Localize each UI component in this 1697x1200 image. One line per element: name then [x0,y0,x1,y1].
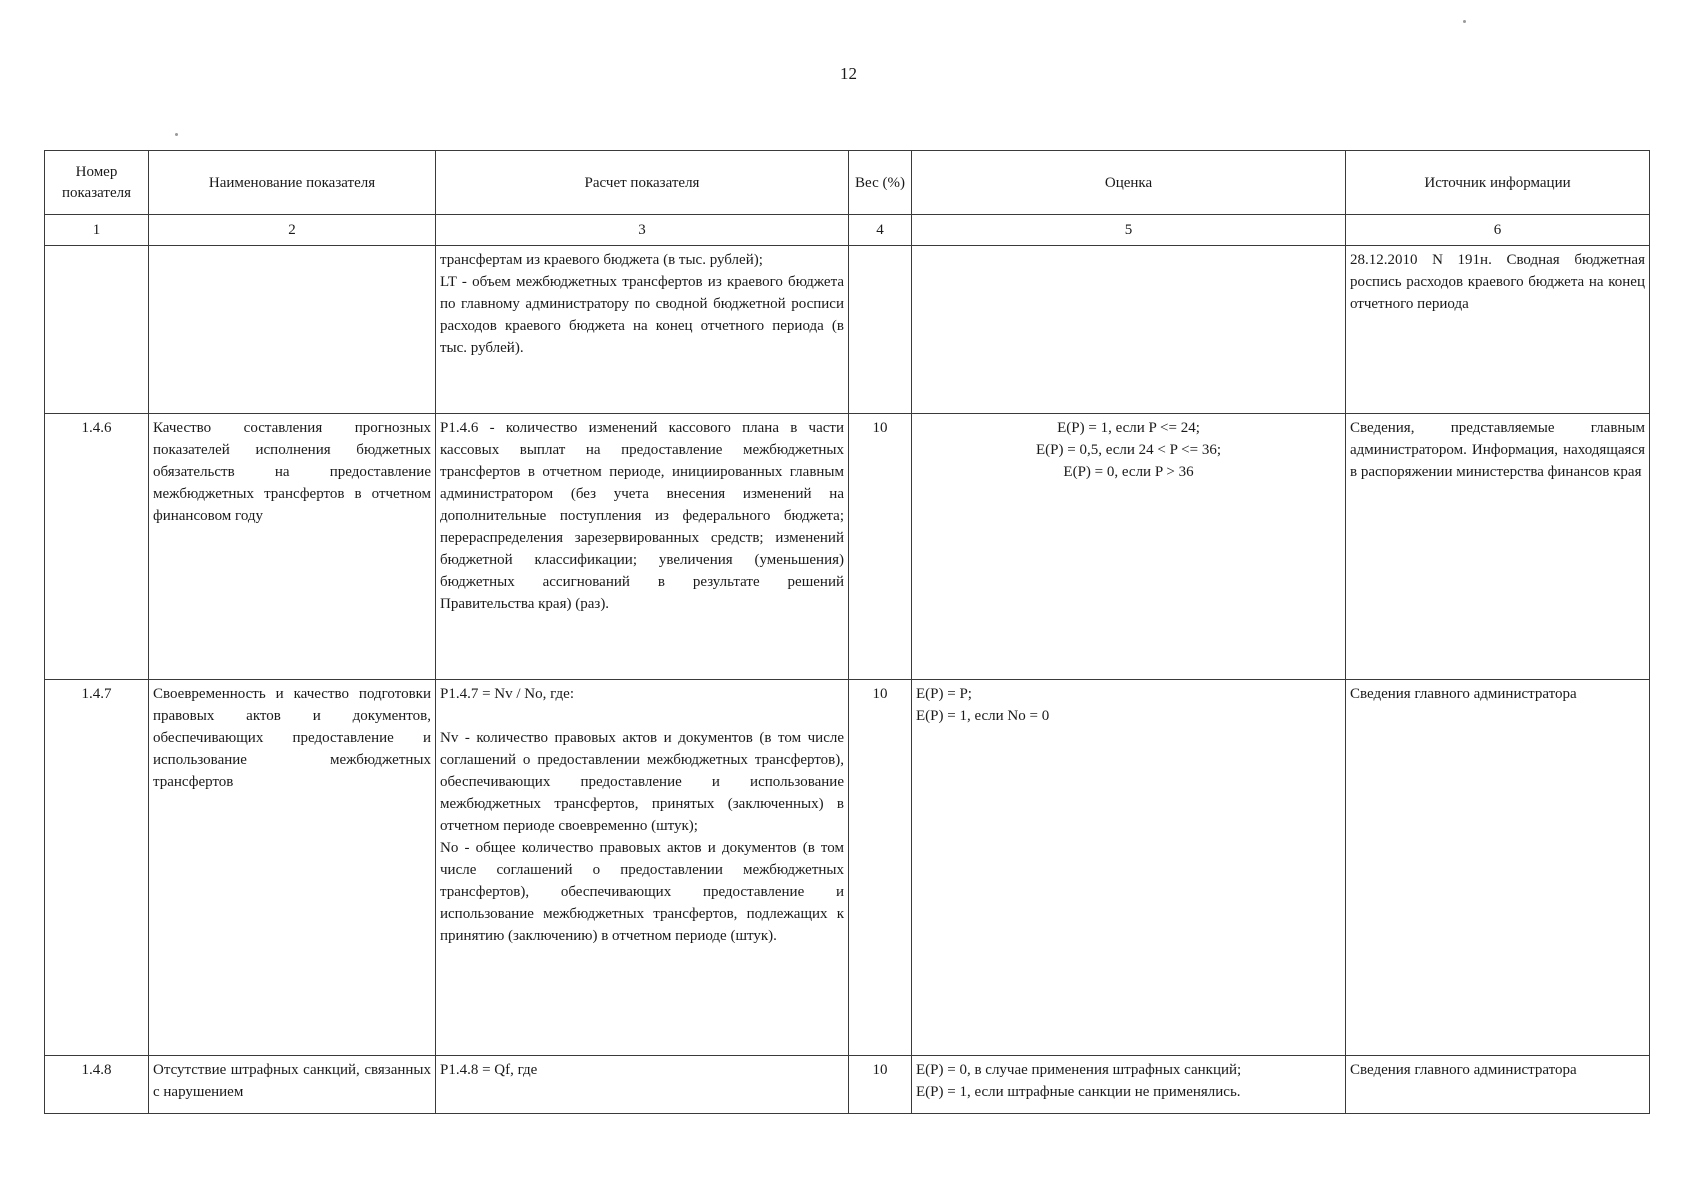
header-calc: Расчет показателя [436,151,849,215]
indicator-name: Отсутствие штрафных санкций, связанных с нарушением [149,1056,436,1114]
indicator-name: Своевременность и качество подготовки правовых актов и документов, обеспечивающих предоставление и использование межбюджетных трансфертов [149,680,436,1056]
indicator-number: 1.4.8 [45,1056,149,1114]
page-number: 12 [840,64,857,83]
column-number-row [45,215,1650,246]
indicator-assessment [912,246,1346,414]
header-number: Номер показателя [45,151,149,215]
header-assessment: Оценка [912,151,1346,215]
indicator-calc [436,414,849,680]
table-row [45,246,1650,414]
table-row [45,1056,1650,1114]
column-number: 3 [436,215,849,246]
indicator-name: Качество составления прогнозных показателей исполнения бюджетных обязательств на предоставление межбюджетных трансфертов в отчетном финансовом году [149,414,436,680]
header-source: Источник информации [1346,151,1650,215]
indicator-weight [849,246,912,414]
column-number: 2 [149,215,436,246]
table-row [45,680,1650,1056]
indicator-weight: 10 [849,1056,912,1114]
indicator-source: 28.12.2010 N 191н. Сводная бюджетная роспись расходов краевого бюджета на конец отчетного периода [1346,246,1650,414]
indicator-source: Сведения, представляемые главным администратором. Информация, находящаяся в распоряжении министерства финансов края [1346,414,1650,680]
column-number: 6 [1346,215,1650,246]
calc-text: Nv - количество правовых актов и документов (в том числе соглашений о предоставлении межбюджетных трансфертов), обеспечивающих предоставление и использование межбюджетных трансфертов, принятых (заключенных) в отчетном периоде своевременно (штук); No - общее количество правовых актов и документов (в том числе соглашений о предоставлении межбюджетных трансфертов), обеспечивающих предоставление и использование межбюджетных трансфертов, подлежащих к принятию (заключению) в отчетном периоде (штук). [440,730,844,944]
table-header-row [45,151,1650,215]
table-row [45,414,1650,680]
scan-speck [175,133,178,136]
indicator-number: 1.4.6 [45,414,149,680]
indicator-source: Сведения главного администратора [1346,680,1650,1056]
indicator-weight: 10 [849,680,912,1056]
indicators-table [44,150,1650,1114]
calc-formula: P1.4.7 = Nv / No, где: [440,686,574,702]
header-weight: Вес (%) [849,151,912,215]
indicator-weight: 10 [849,414,912,680]
indicator-name [149,246,436,414]
column-number: 5 [912,215,1346,246]
indicator-number [45,246,149,414]
indicator-calc [436,680,849,1056]
column-number: 4 [849,215,912,246]
header-name: Наименование показателя [149,151,436,215]
calc-formula: P1.4.8 = Qf, где [440,1062,538,1078]
indicator-calc [436,246,849,414]
indicator-assessment: E(P) = 1, если P <= 24; E(P) = 0,5, если 24 < P <= 36; E(P) = 0, если P > 36 [912,414,1346,680]
indicator-source: Сведения главного администратора [1346,1056,1650,1114]
indicator-assessment: E(P) = 0, в случае применения штрафных санкций; E(P) = 1, если штрафные санкции не применялись. [912,1056,1346,1114]
indicator-assessment: E(P) = P; E(P) = 1, если No = 0 [912,680,1346,1056]
column-number: 1 [45,215,149,246]
scan-speck [1463,20,1466,23]
calc-text: трансфертам из краевого бюджета (в тыс. рублей); LT - объем межбюджетных трансфертов из краевого бюджета по главному администратору по сводной бюджетной росписи расходов краевого бюджета на конец отчетного периода (в тыс. рублей). [440,252,844,356]
calc-text: P1.4.6 - количество изменений кассового плана в части кассовых выплат на предоставление межбюджетных трансфертов в отчетном периоде, инициированных главным администратором (без учета внесения изменений на дополнительные поступления из федерального бюджета; перераспределения зарезервированных средств; изменений бюджетной классификации; увеличения (уменьшения) бюджетных ассигнований в результате решений Правительства края) (раз). [440,420,844,612]
indicator-calc [436,1056,849,1114]
indicator-number: 1.4.7 [45,680,149,1056]
